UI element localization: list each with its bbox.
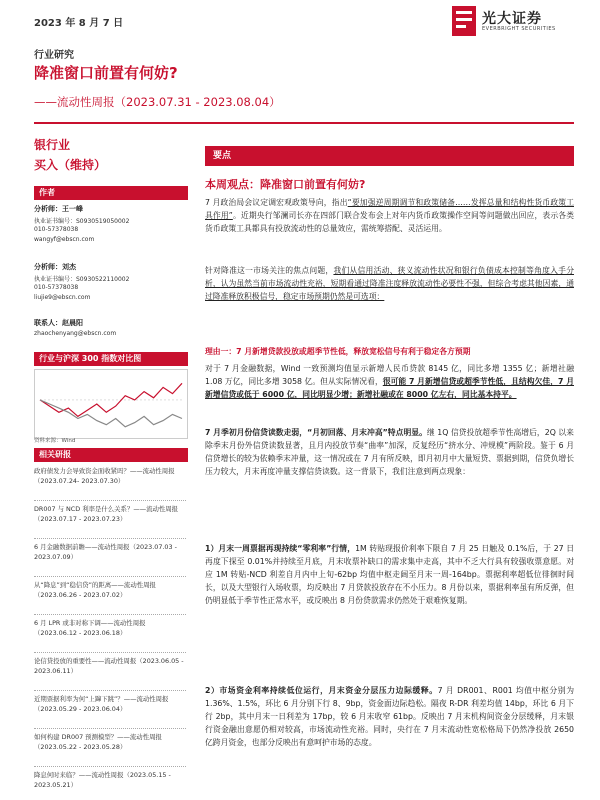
related-report-separator [34,766,186,767]
reason-1-heading: 理由一：7 月新增贷款投放或超季节性低，释放宽松信号有利于稳定各方预期 [205,347,471,356]
logo-name-en: EVERBRIGHT SECURITIES [482,26,556,32]
p6-bold: 2）市场资金利率持续低位运行，月末资金分层压力边际缓释。 [205,686,438,695]
analyst-1-email[interactable]: wangyf@ebscn.com [34,236,95,243]
analyst-1-cert: 执业证书编号：S0930519050002 [34,218,130,225]
paragraph-5 [205,542,574,607]
industry-label: 银行业 [34,138,71,152]
p6-text: 7 月 DR001、R001 均值中枢分别为 1.36%、1.5%，环比 6 月分别下行 8、9bp，资金面边际趋松。隔夜 R-DR 利差均值 14bp，环比 6 月下行 2bp，其中月末一日利差为 17bp，较 6 月末收窄 61bp。反映出 7 月末机构间资金分层缓释，月末银行资金融出意愿仍相对较高，市场流动性充裕。同时，央行在 7 月末流动性宽松格局下仍然净投放 2650 亿跨月资金，也部分反映出有意呵护市场的态度。 [205,686,574,747]
p5-text: 1M 转贴现报价利率下限自 7 月 25 日触及 0.1%后，于 27 日再度下探至 0.01%并持续至月底，月末收票补缺口的需求集中走高，其中不乏大行具有较强收票意愿。对应 1M 转贴-NCD 利差自月内中上旬-62bp 均值中枢走阔至月末一周-164bp。票据利率超低位徘徊时间长，以及大型银行入场收票，均反映出 7 月贷款投放存在不小压力。8 月份以来，票据利率虽有所反弹，但仍明显低于季节性正常水平，或反映出 8 月份贷款需求仍然处于艰难恢复期。 [205,544,574,605]
key-points-header: 要点 [205,146,574,166]
analyst-2-name: 分析师：刘杰 [34,263,76,271]
report-date: 2023 年 8 月 7 日 [34,18,124,29]
related-report-item[interactable]: 降息何时来临？——流动性周报（2023.05.15 - 2023.05.21） [34,771,171,789]
brand-logo [452,6,572,36]
related-report-item[interactable]: 从“降息”到“稳信贷”的距离——流动性周报（2023.06.26 - 2023.07.02） [34,581,156,599]
paragraph-2 [205,264,574,303]
paragraph-4 [205,426,574,478]
chart-section-header: 行业与沪深 300 指数对比图 [34,352,188,366]
p1-quote: “要加强逆周期调节和政策储备……发挥总量和结构性货币政策工具作用” [205,198,574,220]
page-title: 降准窗口前置有何妨? [34,64,178,82]
analyst-2-email[interactable]: liujie9@ebscn.com [34,294,91,301]
related-report-item[interactable]: 如何构建 DR007 预测模型？——流动性周报（2023.05.22 - 2023.05.28） [34,733,162,751]
paragraph-3 [205,362,574,401]
related-report-separator [34,500,186,501]
main-headline: 本周观点：降准窗口前置有何妨? [205,178,366,191]
analyst-2-cert: 执业证书编号：S0930522110002 [34,276,130,283]
analyst-1-name: 分析师：王一峰 [34,205,83,213]
page-subtitle: ——流动性周报（2023.07.31 - 2023.08.04） [34,95,281,109]
p1-text-a: 7 月政治局会议定调宏观政策导向，指出 [205,198,348,207]
related-report-separator [34,576,186,577]
p4-text: 继 1Q 信贷投放超季节性高增后，2Q 以来除季末月份外信贷读数显著，且月内投放节奏“曲率”加深，反复经历“挤水分、冲规模”两阶段。鉴于 6 月信贷增长的较为依赖季末冲量，这一情况或在 7 月有所反映，即月初月中大量短贷、票据到期，信贷负增长压力较大，月末再度冲量支撑信贷读数。这一背景下，我们注意到两点现象： [205,428,574,476]
p2-text-a: 针对降准这一市场关注的焦点问题， [205,266,334,275]
analyst-2-phone: 010-57378038 [34,284,79,291]
index-comparison-chart [34,366,188,442]
related-report-separator [34,538,186,539]
p3-bold: 很可能 7 月新增信贷或超季节性低，且结构欠佳，7 月新增信贷或低于 6000 亿，同比明显少增；新增社融或在 8000 亿左右，同比基本持平。 [205,377,574,399]
related-report-separator [34,652,186,653]
related-report-item[interactable]: 政府债发力会导致资金面收紧吗？——流动性周报（2023.07.24- 2023.07.30） [34,467,175,485]
p1-text-c: 。近期央行邹澜司长亦在四部门联合发布会上对年内货币政策操作空间等问题做出回应，表示各类货币政策工具都具有投放流动性的总量效应，需统筹搭配、灵活运用。 [205,211,574,233]
p4-bold: 7 月季初月份信贷读数走弱，“月初回落、月末冲高”特点明显。 [205,428,427,437]
p3-text-a: 对于 7 月金融数据，Wind 一致预测均值显示新增人民币贷款 8145 亿，同比多增 1355 亿；新增社融 1.08 万亿，同比多增 3058 亿。但从实际情况看， [205,364,574,386]
related-report-separator [34,614,186,615]
related-report-item[interactable]: 6 月 LPR 或非对称下调——流动性周报（2023.06.12 - 2023.06.18） [34,619,146,637]
paragraph-1 [205,196,574,235]
related-report-item[interactable]: 6 月金融数据前瞻——流动性周报（2023.07.03 - 2023.07.09） [34,543,177,561]
p2-underlined: 我们从信用活动、狭义流动性状况和银行负债成本控制等角度入手分析，认为虽然当前市场流动性充裕，短期看通过降准注度释放流动性必要性不强，但综合考虑其他因素，通过降准释放积极信号，稳定市场预期仍然是可选项： [205,266,575,301]
chart-source: 资料来源：Wind [34,438,76,444]
related-report-item[interactable]: 论信贷投放的重要性——流动性周报（2023.06.05 - 2023.06.11） [34,657,184,675]
report-category: 行业研究 [34,50,74,61]
contact-email[interactable]: zhaochenyang@ebscn.com [34,330,117,337]
related-report-item[interactable]: 近期票据利率为何“上蹿下跳”？——流动性周报（2023.05.29 - 2023.06.04） [34,695,169,713]
related-section-header: 相关研报 [34,448,188,462]
paragraph-6 [205,684,574,749]
related-report-item[interactable]: DR007 与 NCD 利率是什么关系？——流动性周报（2023.07.17 - 2023.07.23） [34,505,179,523]
authors-section-header: 作者 [34,186,188,200]
logo-icon [452,6,476,36]
contact-name: 联系人：赵晨阳 [34,319,83,327]
rating-label: 买入（维持） [34,158,107,172]
chart-frame [35,370,188,439]
analyst-1-phone: 010-57378038 [34,226,79,233]
title-divider [34,122,574,124]
related-report-separator [34,690,186,691]
p5-bold: 1）月末一周票据再现持续“零利率”行情， [205,544,356,553]
logo-name-cn: 光大证券 [482,11,542,27]
related-report-separator [34,728,186,729]
